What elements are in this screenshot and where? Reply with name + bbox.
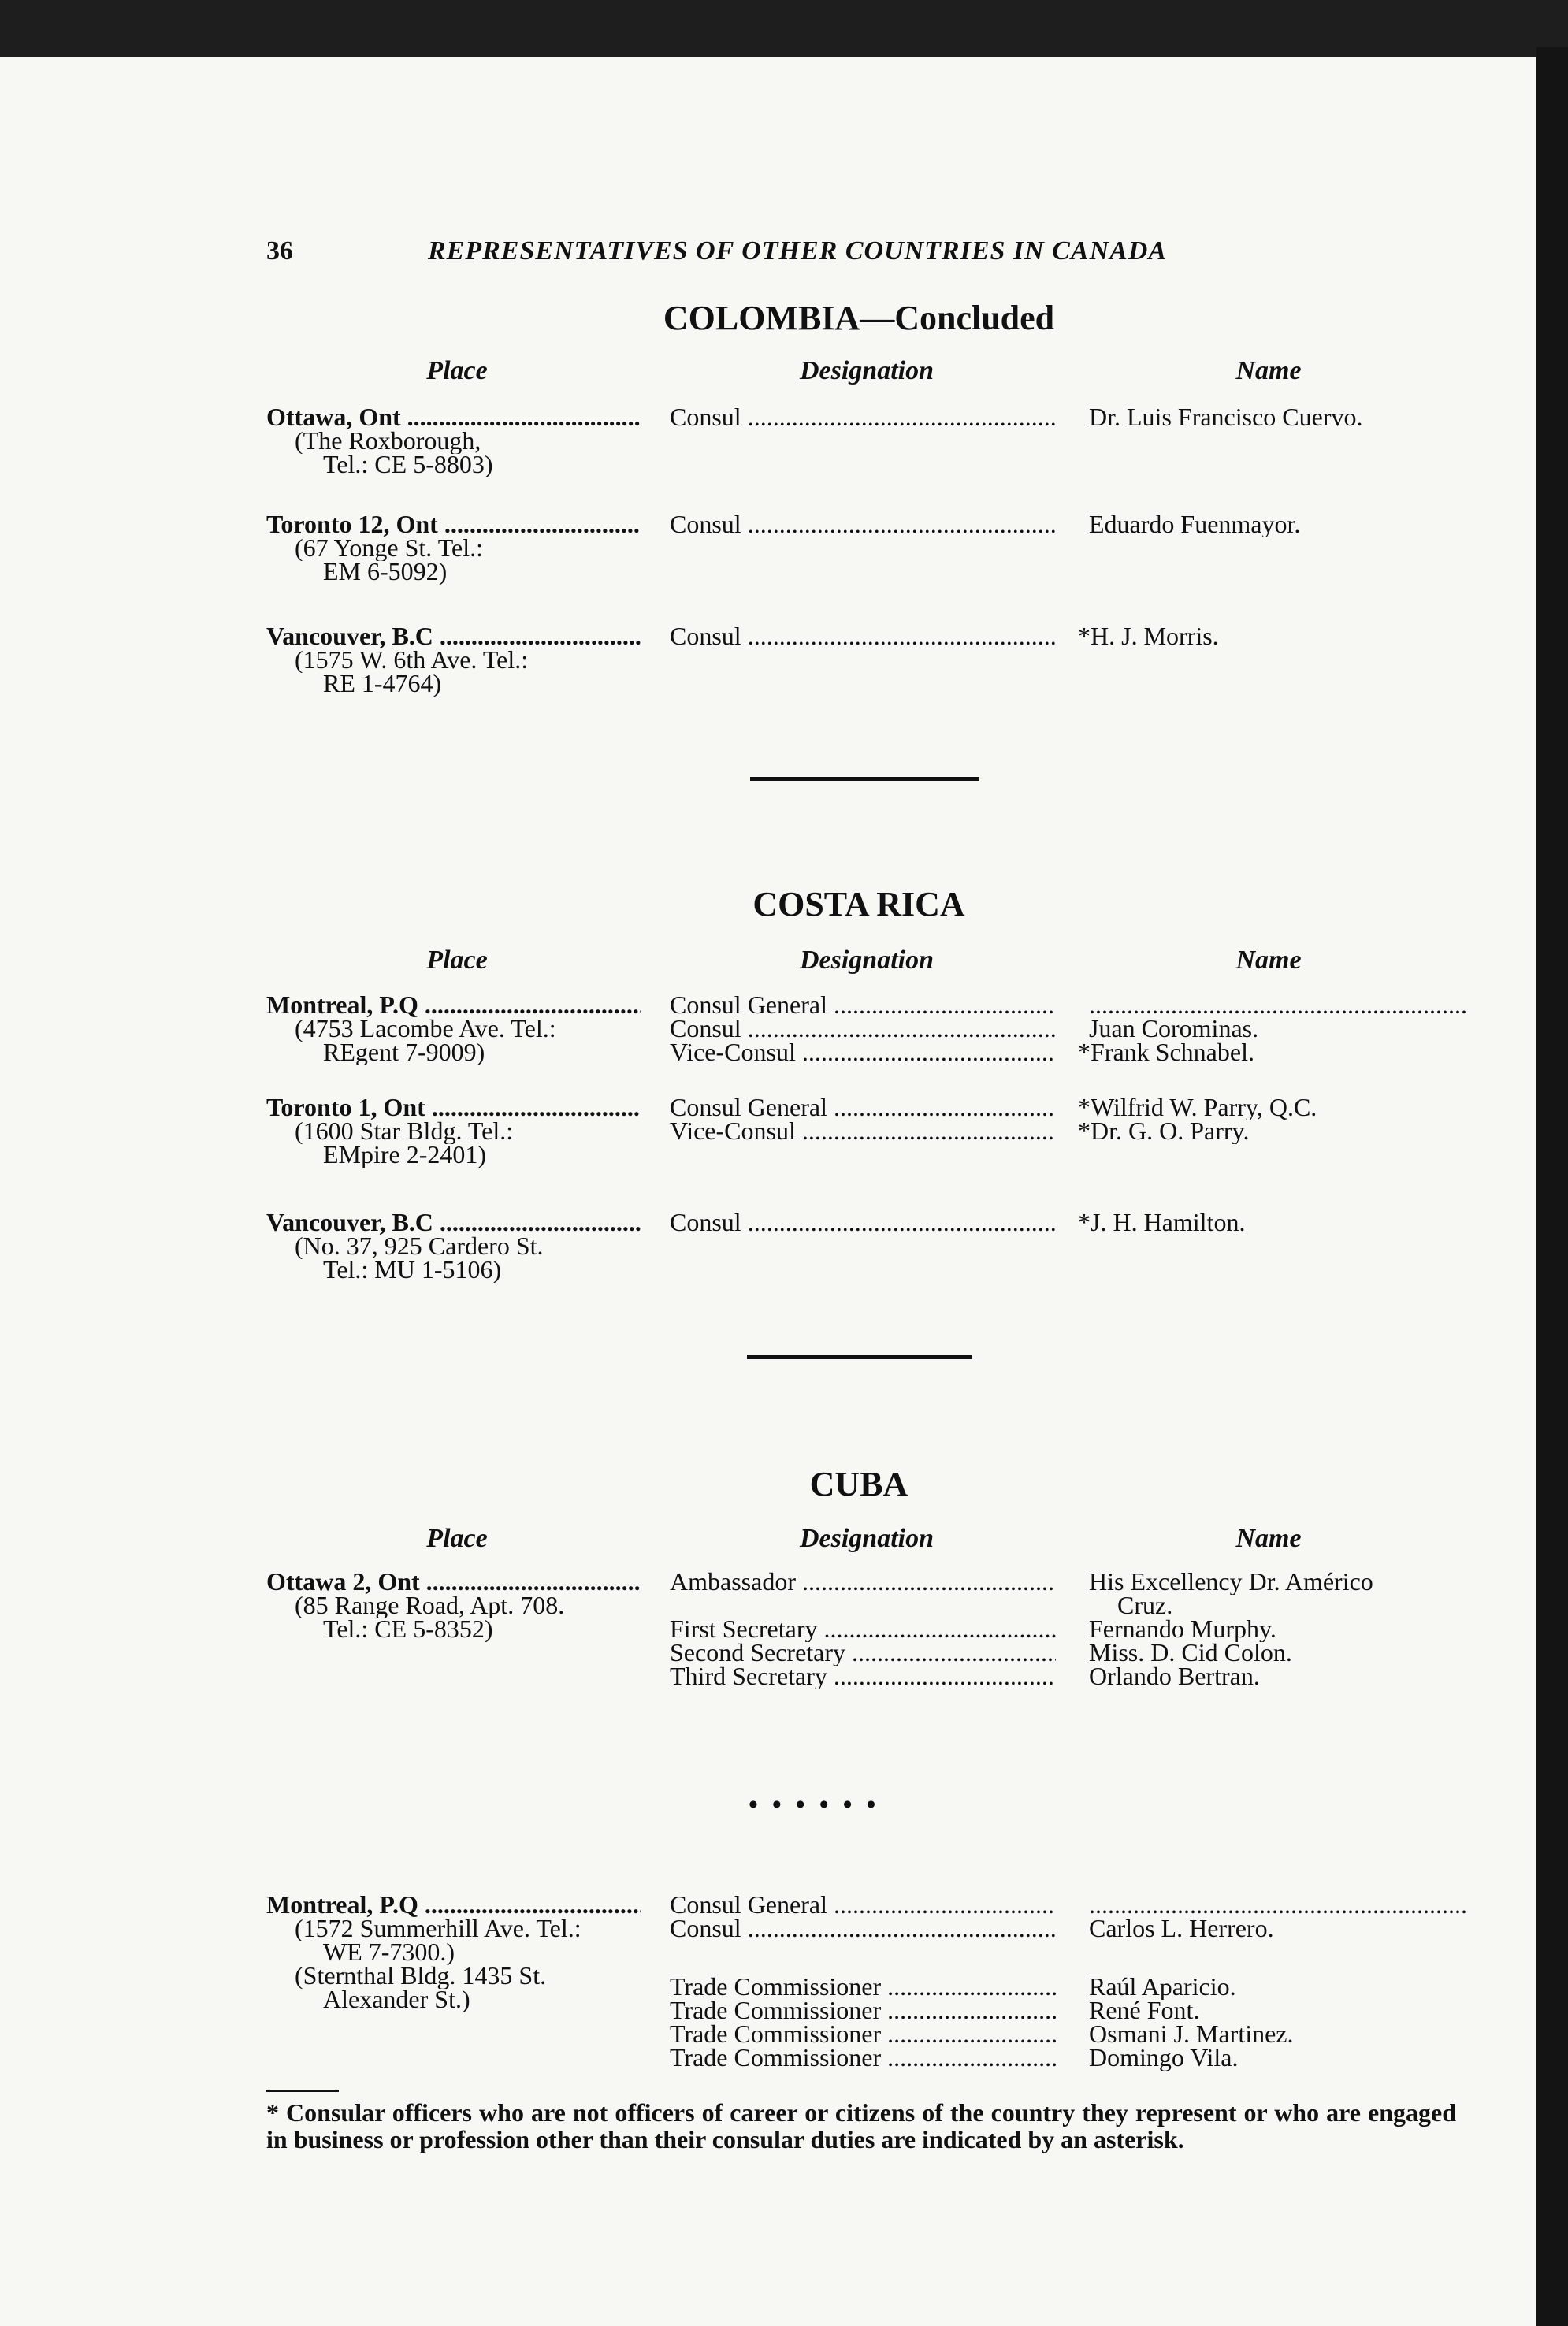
section-divider [747, 1355, 972, 1359]
entry-designation: Trade Commissioner ..... [670, 1973, 1056, 2000]
running-title: REPRESENTATIVES OF OTHER COUNTRIES IN CANADA [428, 236, 1168, 266]
entry-designation: Consul General ..... [670, 1094, 1056, 1120]
entry-designation: Third Secretary ..... [670, 1663, 1056, 1689]
page-header [266, 236, 1291, 271]
entry-name: Raúl Aparicio. [1089, 1973, 1236, 2000]
entry-address: (85 Range Road, Apt. 708. [295, 1592, 565, 1618]
entry-designation: Consul ..... [670, 511, 1056, 537]
column-header-designation: Designation [799, 1524, 934, 1553]
footnote-rule [266, 2090, 339, 2092]
entry-address: RE 1-4764) [323, 670, 442, 697]
entry-designation: Trade Commissioner ..... [670, 2020, 1056, 2047]
column-header-designation: Designation [799, 356, 934, 385]
bullet-separator: •••••• [749, 1790, 890, 1819]
entry-designation: Consul ..... [670, 403, 1056, 430]
section-title-costa-rica: COSTA RICA [752, 885, 965, 923]
entry-place: Vancouver, B.C ..... [266, 622, 641, 649]
entry-designation: Consul General ..... [670, 991, 1056, 1018]
entry-designation: Consul ..... [670, 1209, 1056, 1235]
entry-designation: Trade Commissioner ..... [670, 2044, 1056, 2071]
entry-place: Ottawa 2, Ont ..... [266, 1568, 641, 1595]
entry-address: Tel.: CE 5-8803) [323, 451, 493, 477]
entry-address: WE 7-7300.) [323, 1938, 455, 1965]
column-header-place: Place [426, 946, 488, 975]
section-title-cuba: CUBA [809, 1465, 908, 1503]
entry-place: Toronto 1, Ont ..... [266, 1094, 641, 1120]
entry-designation: First Secretary ..... [670, 1615, 1056, 1642]
book-spine-shadow [1536, 47, 1568, 2326]
entry-address: (67 Yonge St. Tel.: [295, 534, 483, 561]
column-header-name: Name [1235, 1524, 1302, 1553]
entry-address: EMpire 2-2401) [323, 1141, 487, 1168]
entry-designation: Trade Commissioner ..... [670, 1997, 1056, 2023]
entry-address: (4753 Lacombe Ave. Tel.: [295, 1015, 556, 1042]
entry-name-vacant [1089, 1891, 1467, 1918]
entry-address: (No. 37, 925 Cardero St. [295, 1232, 544, 1259]
entry-name: *H. J. Morris. [1078, 622, 1219, 649]
entry-address: Alexander St.) [323, 1986, 470, 2012]
column-header-place: Place [426, 356, 488, 385]
entry-name: Juan Corominas. [1089, 1015, 1259, 1042]
entry-name: *J. H. Hamilton. [1078, 1209, 1246, 1235]
entry-name: *Frank Schnabel. [1078, 1039, 1254, 1065]
column-header-name: Name [1235, 356, 1302, 385]
entry-name: Carlos L. Herrero. [1089, 1915, 1274, 1941]
entry-address: Tel.: CE 5-8352) [323, 1615, 493, 1642]
entry-address: EM 6-5092) [323, 558, 448, 585]
entry-name: Fernando Murphy. [1089, 1615, 1276, 1642]
entry-address: (1572 Summerhill Ave. Tel.: [295, 1915, 581, 1941]
entry-designation: Consul ..... [670, 1015, 1056, 1042]
section-divider [750, 777, 979, 781]
column-header-designation: Designation [799, 946, 934, 975]
entry-name-continued: Cruz. [1117, 1592, 1173, 1618]
entry-designation: Consul ..... [670, 1915, 1056, 1941]
entry-name: Domingo Vila. [1089, 2044, 1239, 2071]
entry-name: Dr. Luis Francisco Cuervo. [1089, 403, 1363, 430]
entry-name: *Wilfrid W. Parry, Q.C. [1078, 1094, 1317, 1120]
entry-place: Toronto 12, Ont ..... [266, 511, 641, 537]
column-header-place: Place [426, 1524, 488, 1553]
column-header-name: Name [1235, 946, 1302, 975]
page-number: 36 [266, 236, 293, 266]
entry-address: Tel.: MU 1-5106) [323, 1256, 502, 1283]
entry-name: Eduardo Fuenmayor. [1089, 511, 1301, 537]
entry-address: (1600 Star Bldg. Tel.: [295, 1117, 514, 1144]
entry-designation: Ambassador ..... [670, 1568, 1056, 1595]
entry-address: (The Roxborough, [295, 427, 481, 454]
entry-designation: Consul General ..... [670, 1891, 1056, 1918]
entry-place: Montreal, P.Q ..... [266, 991, 641, 1018]
entry-name-vacant [1089, 991, 1467, 1018]
section-title-colombia: COLOMBIA—Concluded [663, 299, 1055, 337]
entry-place: Vancouver, B.C ..... [266, 1209, 641, 1235]
entry-name: Orlando Bertran. [1089, 1663, 1260, 1689]
footnote: * Consular officers who are not officers of career or citizens of the country they represent or who are engaged in business or profession other than their consular duties are indicated by an asterisk. [266, 2098, 1456, 2153]
entry-designation: Vice-Consul ..... [670, 1039, 1056, 1065]
entry-address: REgent 7-9009) [323, 1039, 485, 1065]
entry-address: (1575 W. 6th Ave. Tel.: [295, 646, 529, 673]
entry-designation: Consul ..... [670, 622, 1056, 649]
entry-name: Osmani J. Martinez. [1089, 2020, 1294, 2047]
entry-name: His Excellency Dr. Américo [1089, 1568, 1373, 1595]
entry-name: *Dr. G. O. Parry. [1078, 1117, 1250, 1144]
entry-name: René Font. [1089, 1997, 1200, 2023]
entry-place: Montreal, P.Q ..... [266, 1891, 641, 1918]
entry-designation: Second Secretary ..... [670, 1639, 1056, 1666]
entry-place: Ottawa, Ont ..... [266, 403, 641, 430]
entry-designation: Vice-Consul ..... [670, 1117, 1056, 1144]
entry-address: (Sternthal Bldg. 1435 St. [295, 1962, 547, 1989]
entry-name: Miss. D. Cid Colon. [1089, 1639, 1292, 1666]
